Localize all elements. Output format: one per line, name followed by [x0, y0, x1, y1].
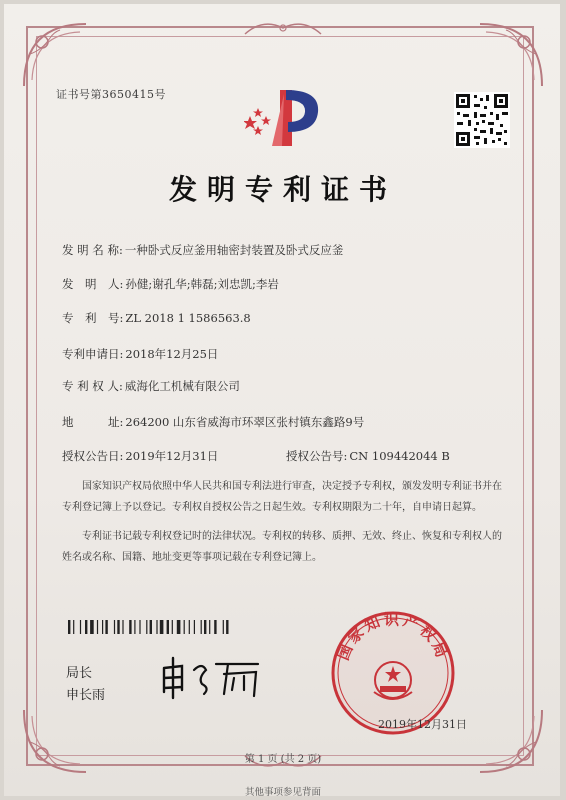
qr-code-icon	[454, 92, 510, 148]
director-signature	[158, 654, 268, 700]
certificate-number: 证书号第3650415号	[56, 88, 166, 101]
signatory-title: 局长	[66, 666, 93, 681]
footer-note: 其他事项参见背面	[244, 787, 321, 798]
filing-date-label: 专利申请日:	[62, 347, 124, 361]
address-label: 地 址:	[62, 415, 124, 429]
paragraph-grant-decision: 国家知识产权局依照中华人民共和国专利法进行审查，决定授予专利权，颁发发明专利证书并在专利登记簿上予以登记。专利权自授权公告之日起生效。专利权期限为二十年，自申请日起算。	[62, 481, 502, 513]
field-patentee	[62, 378, 240, 394]
signatory-name: 申长雨	[66, 688, 106, 703]
field-grant-date	[62, 448, 218, 464]
corner-ornament-top-left	[20, 20, 90, 90]
corner-ornament-bottom-right	[476, 706, 546, 776]
grant-no-label: 授权公告号:	[286, 449, 348, 463]
svg-text:国家知识产权局: 国家知识产权局	[334, 610, 452, 663]
field-grant-no	[286, 448, 450, 464]
grant-no-value: CN 109442044 B	[349, 449, 450, 463]
field-address	[62, 414, 364, 430]
patent-office-logo-icon	[244, 86, 322, 148]
field-filing-date	[62, 346, 218, 362]
field-invention-name	[62, 242, 343, 258]
filing-date-value: 2018年12月25日	[125, 347, 219, 361]
patent-no-value: ZL 2018 1 1586563.8	[125, 311, 251, 325]
grant-date-label: 授权公告日:	[62, 449, 124, 463]
inventors-value: 孙健;谢孔华;韩磊;刘忠凯;李岩	[125, 277, 279, 291]
corner-ornament-bottom-left	[20, 706, 90, 776]
grant-date-value: 2019年12月31日	[125, 449, 219, 463]
certificate-title: 发明专利证书	[168, 173, 397, 206]
seal-date: 2019年12月31日	[378, 718, 467, 731]
top-center-ornament	[243, 16, 323, 38]
invention-name-value: 一种卧式反应釜用轴密封装置及卧式反应釜	[124, 243, 344, 257]
patentee-label: 专 利 权 人:	[62, 379, 123, 393]
page-number: 第 1 页 (共 2 页)	[244, 754, 322, 765]
patent-no-label: 专 利 号:	[62, 311, 124, 325]
field-inventors	[62, 276, 279, 292]
patentee-value: 威海化工机械有限公司	[124, 379, 240, 393]
paragraph-legal-status: 专利证书记载专利权登记时的法律状况。专利权的转移、质押、无效、终止、恢复和专利权人的姓名或名称、国籍、地址变更等事项记载在专利登记簿上。	[62, 531, 502, 563]
invention-name-label: 发 明 名 称:	[62, 243, 123, 257]
corner-ornament-top-right	[476, 20, 546, 90]
barcode-icon	[68, 620, 278, 634]
inventors-label: 发 明 人:	[62, 277, 124, 291]
field-patent-no	[62, 310, 251, 326]
address-value: 264200 山东省威海市环翠区张村镇东鑫路9号	[125, 415, 365, 429]
